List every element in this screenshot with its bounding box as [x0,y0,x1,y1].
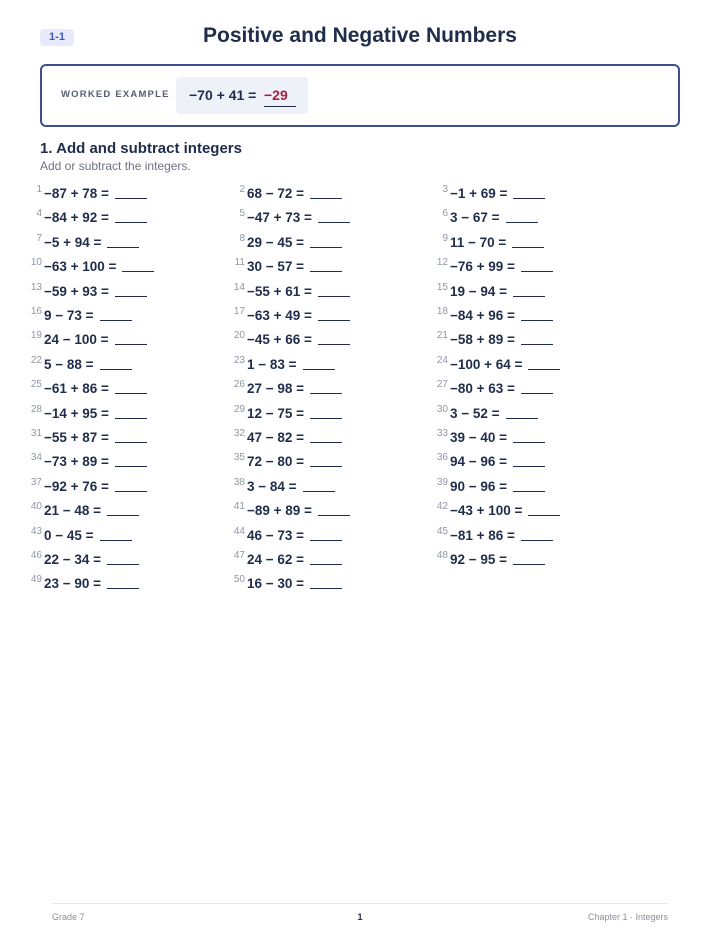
problem-expression [44,406,147,421]
problem-number: 1 [36,184,42,195]
problem-text: 68 − 72 = [247,186,305,201]
problem-text: −63 + 49 = [247,308,312,323]
problem-expression [247,284,350,299]
problem-number: 13 [30,281,42,293]
section-title: 1. Add and subtract integers [40,140,242,157]
problem-number: 28 [30,403,42,415]
answer-blank[interactable] [115,442,147,443]
answer-blank[interactable] [513,491,545,492]
problem-expression [247,332,350,347]
problem-text: 39 − 40 = [450,430,508,445]
problem-text: 72 − 80 = [247,454,305,470]
problem-number: 10 [30,257,42,269]
problem-expression [44,284,147,299]
answer-blank[interactable] [107,247,139,248]
answer-blank[interactable] [512,247,544,248]
problem-text: 29 − 45 = [247,234,305,250]
problem-number: 2 [239,184,245,195]
problem-expression [44,503,139,518]
problem-text: −5 + 94 = [44,234,102,250]
answer-blank[interactable] [528,369,560,370]
problem-expression [247,479,335,494]
problem-expression [247,235,342,250]
answer-blank[interactable] [513,198,545,199]
answer-blank[interactable] [521,540,553,541]
problem-text: −47 + 73 = [247,210,312,226]
problem-text: 1 − 83 = [247,356,297,372]
answer-blank[interactable] [122,271,154,272]
problem-number: 12 [436,257,448,269]
problem-text: 92 − 95 = [450,552,508,567]
answer-blank[interactable] [521,393,553,394]
problem-expression [450,381,553,396]
answer-blank[interactable] [506,418,538,419]
problem-number: 9 [442,232,448,244]
problem-text: −89 + 89 = [247,503,312,519]
problem-expression [450,503,560,518]
problem-expression [247,503,350,518]
answer-blank[interactable] [310,442,342,443]
answer-blank[interactable] [506,222,538,223]
problem-number: 7 [36,232,42,244]
problem-number: 8 [239,232,245,244]
footer-page-number: 1 [357,912,363,922]
problem-expression [450,454,545,469]
problem-expression [450,332,553,347]
problem-number: 32 [233,428,245,439]
problem-expression [44,259,154,274]
answer-blank[interactable] [303,369,335,370]
answer-blank[interactable] [100,540,132,541]
problem-text: −73 + 89 = [44,454,109,470]
problem-expression [247,552,342,567]
problem-text: −55 + 61 = [247,283,312,299]
problem-number: 14 [233,281,245,293]
answer-blank[interactable] [115,491,147,492]
problem-text: 94 − 96 = [450,454,508,470]
section-instructions: Add or subtract the integers. [40,159,191,173]
problem-number: 30 [436,403,448,415]
answer-blank[interactable] [528,515,560,516]
problem-number: 37 [30,476,42,488]
worked-example-box [40,64,680,127]
problem-expression [44,454,147,469]
problem-text: 47 − 82 = [247,430,305,445]
problem-text: −87 + 78 = [44,186,109,201]
problem-expression [44,186,147,201]
problem-number: 44 [233,525,245,537]
problem-expression [450,552,545,567]
lesson-badge: 1-1 [40,29,74,46]
problem-number: 26 [233,379,245,391]
problem-expression [44,576,139,591]
problem-number: 6 [442,208,448,220]
answer-blank[interactable] [318,344,350,345]
problem-text: −43 + 100 = [450,503,523,519]
answer-blank[interactable] [115,344,147,345]
problem-text: −81 + 86 = [450,527,515,543]
problem-expression [44,210,147,225]
answer-blank[interactable] [513,564,545,565]
answer-blank[interactable] [107,515,139,516]
problem-number: 40 [30,501,42,513]
problem-number: 31 [30,428,42,439]
problem-text: −100 + 64 = [450,356,523,372]
problem-expression [247,528,342,543]
answer-blank[interactable] [100,320,132,321]
footer-grade: Grade 7 [52,912,85,922]
problem-text: 27 − 98 = [247,381,305,397]
problem-number: 38 [233,476,245,488]
problem-expression [44,430,147,445]
problem-expression [44,332,147,347]
problem-number: 45 [436,525,448,537]
answer-blank[interactable] [310,418,342,419]
answer-blank[interactable] [513,442,545,443]
problem-number: 5 [239,208,245,220]
problem-number: 27 [436,379,448,391]
problem-number: 20 [233,330,245,342]
problem-expression [450,259,553,274]
problem-expression [450,210,538,225]
problem-text: −80 + 63 = [450,381,515,397]
answer-blank[interactable] [318,296,350,297]
answer-blank[interactable] [310,198,342,199]
problem-text: −84 + 92 = [44,210,109,226]
problem-number: 47 [233,550,245,561]
problem-number: 25 [30,379,42,391]
problem-text: 19 − 94 = [450,283,508,299]
answer-blank[interactable] [310,271,342,272]
problem-text: 22 − 34 = [44,552,102,567]
problem-number: 21 [436,330,448,342]
answer-blank[interactable] [100,369,132,370]
problem-expression [450,357,560,372]
footer-divider [52,903,668,904]
problem-number: 35 [233,452,245,464]
problem-text: 3 − 52 = [450,405,500,421]
problem-expression [247,406,342,421]
problem-number: 41 [233,501,245,513]
answer-blank[interactable] [303,491,335,492]
answer-blank[interactable] [115,393,147,394]
answer-blank[interactable] [310,393,342,394]
problem-number: 18 [436,306,448,317]
problem-expression [247,454,342,469]
answer-blank[interactable] [521,320,553,321]
problem-text: −45 + 66 = [247,332,312,348]
problem-expression [450,235,544,250]
problem-number: 22 [30,354,42,366]
problem-text: 12 − 75 = [247,405,305,421]
problem-number: 29 [233,403,245,415]
problem-number: 23 [233,354,245,366]
problem-expression [247,430,342,445]
answer-blank[interactable] [310,588,342,589]
problem-expression [247,381,342,396]
problem-number: 42 [436,501,448,513]
answer-blank[interactable] [310,540,342,541]
worked-example-answer: −29 [264,87,296,107]
answer-blank[interactable] [521,344,553,345]
answer-blank[interactable] [115,222,147,223]
problem-text: 5 − 88 = [44,356,94,372]
answer-blank[interactable] [318,515,350,516]
problem-expression [247,308,350,323]
problem-text: 46 − 73 = [247,527,305,543]
problem-expression [44,381,147,396]
answer-blank[interactable] [107,564,139,565]
problem-expression [247,210,350,225]
answer-blank[interactable] [115,296,147,297]
problem-text: −84 + 96 = [450,308,515,323]
problem-expression [450,284,545,299]
answer-blank[interactable] [115,466,147,467]
problem-text: −76 + 99 = [450,259,515,275]
problem-expression [450,528,553,543]
problem-text: 9 − 73 = [44,308,94,323]
answer-blank[interactable] [318,222,350,223]
worked-example-card [176,77,308,114]
problem-text: −92 + 76 = [44,478,109,494]
problem-text: 3 − 67 = [450,210,500,226]
problem-expression [450,186,545,201]
worked-example-label: WORKED EXAMPLE [61,89,170,100]
problem-number: 16 [30,306,42,317]
problem-number: 43 [30,525,42,537]
problem-number: 33 [436,428,448,439]
problem-expression [44,552,139,567]
answer-blank[interactable] [513,296,545,297]
problem-number: 39 [436,476,448,488]
problem-number: 17 [233,306,245,317]
answer-blank[interactable] [107,588,139,589]
problem-expression [450,479,545,494]
problem-expression [44,528,132,543]
problem-expression [247,576,342,591]
page-title: Positive and Negative Numbers [203,24,517,47]
problem-text: 24 − 100 = [44,332,109,348]
problem-text: 0 − 45 = [44,527,94,543]
problem-number: 34 [30,452,42,464]
problem-expression [450,406,538,421]
problem-number: 49 [30,574,42,586]
problem-text: 90 − 96 = [450,478,508,494]
worked-example-equation: −70 + 41 = [189,87,257,103]
problem-number: 24 [436,354,448,366]
problem-text: 23 − 90 = [44,576,102,592]
problem-expression [247,186,342,201]
answer-blank[interactable] [115,418,147,419]
problem-number: 3 [442,184,448,195]
problem-expression [44,308,132,323]
problem-number: 50 [233,574,245,586]
answer-blank[interactable] [115,198,147,199]
answer-blank[interactable] [310,247,342,248]
problem-text: −59 + 93 = [44,283,109,299]
answer-blank[interactable] [513,466,545,467]
problem-text: −61 + 86 = [44,381,109,397]
problem-text: −14 + 95 = [44,405,109,421]
problem-text: 30 − 57 = [247,259,305,275]
problem-expression [44,479,147,494]
answer-blank[interactable] [521,271,553,272]
problem-number: 46 [30,550,42,561]
problem-text: −63 + 100 = [44,259,117,275]
problem-text: −1 + 69 = [450,186,508,201]
problem-number: 36 [436,452,448,464]
problem-number: 4 [36,208,42,220]
problem-number: 15 [436,281,448,293]
problem-text: 24 − 62 = [247,552,305,567]
problem-expression [247,357,335,372]
problem-expression [450,430,545,445]
answer-blank[interactable] [310,466,342,467]
problem-number: 19 [30,330,42,342]
problem-text: 3 − 84 = [247,478,297,494]
problem-expression [247,259,342,274]
problem-text: 16 − 30 = [247,576,305,592]
problem-expression [44,357,132,372]
answer-blank[interactable] [318,320,350,321]
problem-expression [44,235,139,250]
problem-number: 11 [234,257,245,269]
problem-text: −58 + 89 = [450,332,515,348]
footer-chapter: Chapter 1 · Integers [587,912,668,922]
problem-text: 21 − 48 = [44,503,102,519]
problem-text: −55 + 87 = [44,430,109,445]
problem-number: 48 [436,550,448,561]
problem-expression [450,308,553,323]
answer-blank[interactable] [310,564,342,565]
problem-text: 11 − 70 = [450,234,507,250]
